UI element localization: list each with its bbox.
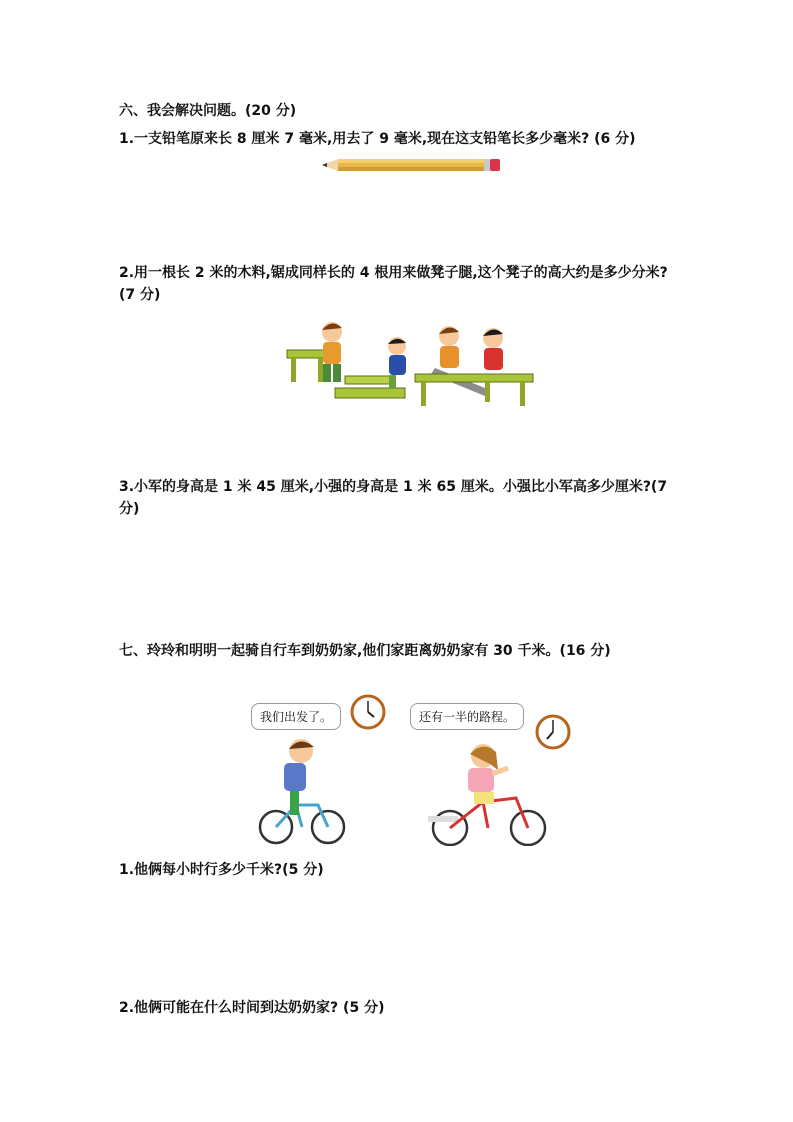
clock-icon (350, 694, 386, 734)
kids-making-bench-illustration (285, 318, 540, 414)
question-6-2: 2.用一根长 2 米的木料,锯成同样长的 4 根用来做凳子腿,这个凳子的高大约是多少分米?(7 分) (119, 265, 668, 303)
question-6-1: 1.一支铅笔原来长 8 厘米 7 毫米,用去了 9 毫米,现在这支铅笔长多少毫米? (6 分) (119, 131, 636, 147)
speech-bubble-boy: 我们出发了。 (251, 703, 341, 730)
question-7-1: 1.他俩每小时行多少千米?(5 分) (119, 862, 324, 878)
speech-bubble-girl: 还有一半的路程。 (410, 703, 524, 730)
girl-on-bike-illustration (428, 738, 550, 850)
question-6-3: 3.小军的身高是 1 米 45 厘米,小强的身高是 1 米 65 厘米。小强比小军高多少厘米?(7 分) (119, 479, 668, 517)
section-7-heading: 七、玲玲和明明一起骑自行车到奶奶家,他们家距离奶奶家有 30 千米。(16 分) (119, 643, 611, 659)
section-6-heading: 六、我会解决问题。(20 分) (119, 103, 297, 119)
question-7-2: 2.他俩可能在什么时间到达奶奶家? (5 分) (119, 1000, 385, 1016)
boy-on-bike-illustration (256, 735, 348, 849)
pencil-icon (322, 157, 500, 176)
